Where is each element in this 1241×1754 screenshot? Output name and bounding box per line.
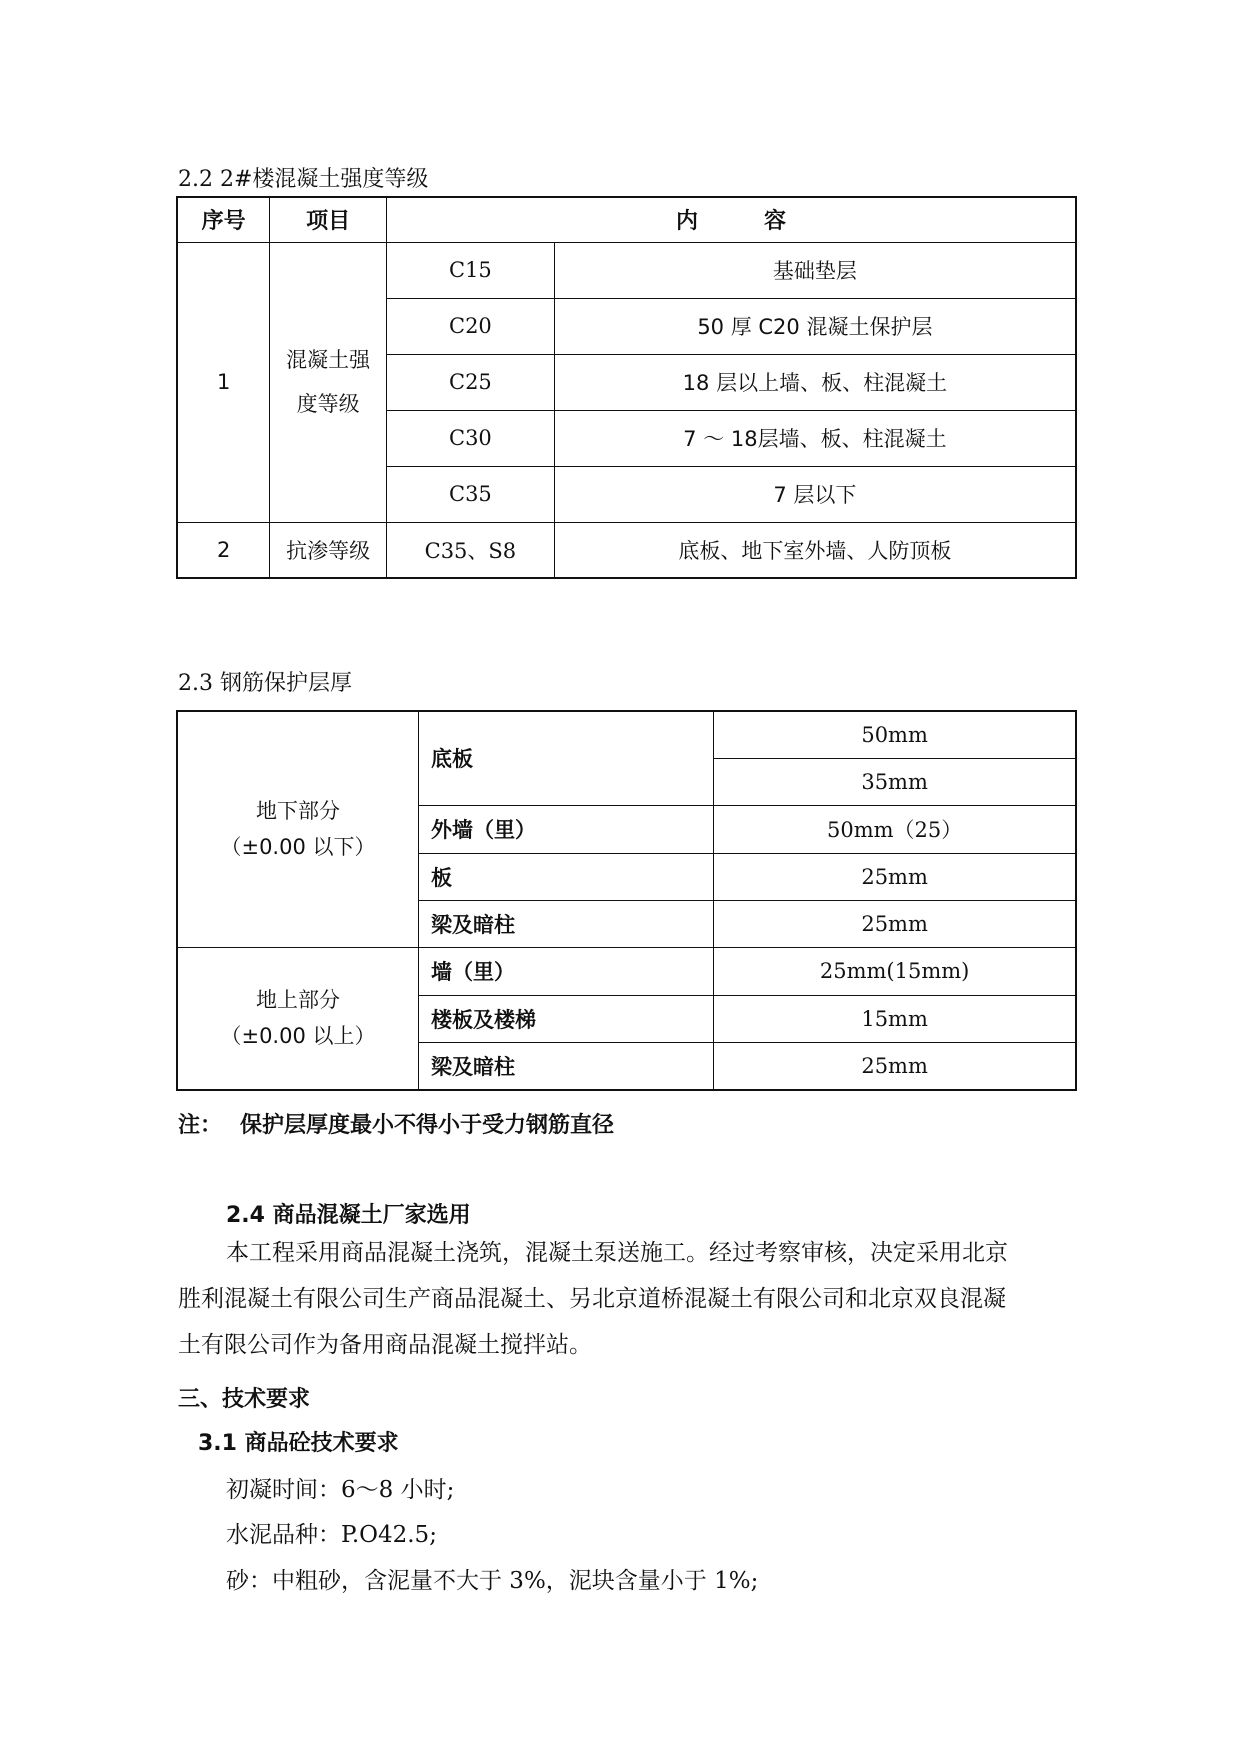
row1-no: 1	[177, 242, 270, 522]
row2-item: 抗渗等级	[270, 522, 387, 578]
grade-desc: 50 厚 C20 混凝土保护层	[554, 298, 1076, 354]
cover-value: 50mm	[714, 711, 1076, 758]
cover-value: 50mm（25）	[714, 805, 1076, 853]
header-content: 内 容	[387, 197, 1076, 242]
cover-item: 梁及暗柱	[418, 1042, 713, 1090]
rebar-cover-table	[176, 710, 1077, 1091]
cover-item: 底板	[418, 711, 713, 805]
paragraph-line: 土有限公司作为备用商品混凝土搅拌站。	[178, 1332, 592, 1358]
table-header-row	[177, 197, 1076, 242]
cover-item: 楼板及楼梯	[418, 995, 713, 1042]
row1-item	[270, 242, 387, 522]
row2-code: C35、S8	[387, 522, 555, 578]
row1-item-line2: 度等级	[296, 392, 360, 416]
grade-code: C25	[387, 354, 555, 410]
section-2-2-caption: 2.2 2#楼混凝土强度等级	[178, 167, 429, 192]
table-row	[177, 242, 1076, 298]
grade-code: C20	[387, 298, 555, 354]
cover-item: 墙（里）	[418, 947, 713, 995]
requirement-line: 初凝时间：6～8 小时;	[226, 1477, 455, 1503]
section-2-3-caption: 2.3 钢筋保护层厚	[178, 671, 352, 696]
cover-value: 25mm	[714, 900, 1076, 947]
cover-value: 35mm	[714, 758, 1076, 805]
grade-code: C35	[387, 466, 555, 522]
requirement-line: 砂：中粗砂，含泥量不大于 3%，泥块含量小于 1%;	[226, 1568, 759, 1594]
cover-value: 25mm	[714, 853, 1076, 900]
row1-item-line1: 混凝土强	[286, 348, 371, 372]
grade-code: C15	[387, 242, 555, 298]
cover-item: 外墙（里）	[418, 805, 713, 853]
cover-item: 梁及暗柱	[418, 900, 713, 947]
grade-desc: 7 ～ 18层墙、板、柱混凝土	[554, 410, 1076, 466]
grade-desc: 18 层以上墙、板、柱混凝土	[554, 354, 1076, 410]
paragraph-line: 胜利混凝土有限公司生产商品混凝土、另北京道桥混凝土有限公司和北京双良混凝	[178, 1286, 1006, 1312]
table-row	[177, 947, 1076, 995]
table-row	[177, 522, 1076, 578]
row2-no: 2	[177, 522, 270, 578]
paragraph-line: 本工程采用商品混凝土浇筑，混凝土泵送施工。经过考察审核，决定采用北京	[226, 1240, 1008, 1266]
row2-desc: 底板、地下室外墙、人防顶板	[554, 522, 1076, 578]
table-row	[177, 711, 1076, 758]
section-2-4-heading: 2.4 商品混凝土厂家选用	[226, 1203, 471, 1228]
underground-line2: （±0.00 以下）	[220, 835, 376, 860]
header-item: 项目	[270, 197, 387, 242]
section-3-1-heading: 3.1 商品砼技术要求	[198, 1431, 399, 1456]
cover-value: 25mm(15mm)	[714, 947, 1076, 995]
aboveground-part	[177, 947, 418, 1090]
note-text: 保护层厚度最小不得小于受力钢筋直径	[240, 1113, 615, 1138]
aboveground-line2: （±0.00 以上）	[220, 1024, 376, 1049]
underground-line1: 地下部分	[255, 799, 340, 824]
note-label: 注：	[178, 1113, 223, 1138]
cover-value: 15mm	[714, 995, 1076, 1042]
section-2-4-paragraph	[178, 1230, 1078, 1368]
concrete-strength-table	[176, 196, 1077, 579]
cover-item: 板	[418, 853, 713, 900]
grade-desc: 基础垫层	[554, 242, 1076, 298]
section-3-heading: 三、技术要求	[178, 1387, 311, 1412]
aboveground-line1: 地上部分	[255, 988, 340, 1013]
requirement-line: 水泥品种：P.O42.5;	[226, 1522, 437, 1548]
underground-part	[177, 711, 418, 947]
grade-code: C30	[387, 410, 555, 466]
cover-value: 25mm	[714, 1042, 1076, 1090]
header-no: 序号	[177, 197, 270, 242]
grade-desc: 7 层以下	[554, 466, 1076, 522]
